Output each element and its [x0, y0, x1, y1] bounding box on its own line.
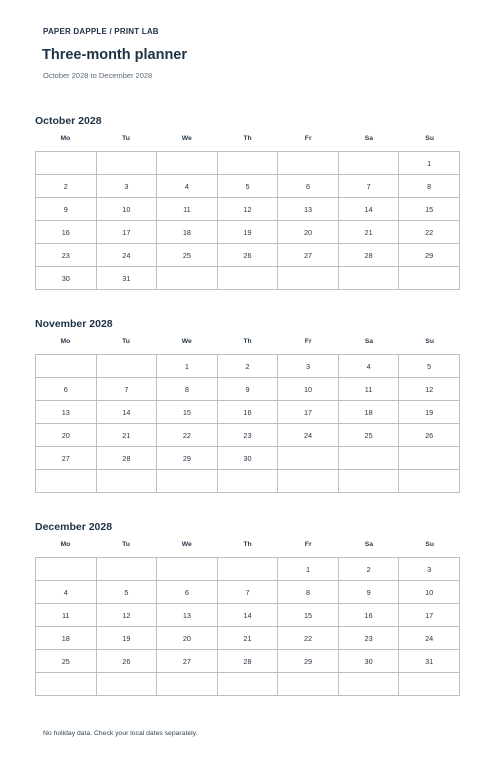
- day-cell: 23: [36, 244, 97, 267]
- month-grid: [35, 151, 460, 290]
- weekday-label: Fr: [304, 541, 312, 548]
- week-row: [36, 401, 460, 424]
- week-row: [36, 378, 460, 401]
- empty-day-cell: [338, 470, 399, 493]
- empty-day-cell: [338, 673, 399, 696]
- weekday-label: Th: [243, 135, 252, 142]
- weekday-label: Th: [243, 541, 252, 548]
- day-cell: 9: [338, 581, 399, 604]
- empty-day-cell: [36, 558, 97, 581]
- day-cell: 2: [36, 175, 97, 198]
- day-cell: 17: [96, 221, 157, 244]
- empty-day-cell: [399, 673, 460, 696]
- day-cell: 24: [96, 244, 157, 267]
- day-cell: 4: [338, 355, 399, 378]
- day-cell: 26: [217, 244, 278, 267]
- empty-day-cell: [217, 558, 278, 581]
- day-cell: 6: [36, 378, 97, 401]
- day-cell: 27: [278, 244, 339, 267]
- week-row: [36, 221, 460, 244]
- empty-day-cell: [157, 267, 218, 290]
- weekday-label: Tu: [122, 338, 130, 345]
- empty-day-cell: [36, 355, 97, 378]
- day-cell: 18: [338, 401, 399, 424]
- empty-day-cell: [36, 152, 97, 175]
- day-cell: 29: [399, 244, 460, 267]
- day-cell: 22: [278, 627, 339, 650]
- day-cell: 25: [36, 650, 97, 673]
- day-cell: 9: [217, 378, 278, 401]
- day-cell: 12: [399, 378, 460, 401]
- weekday-header: [35, 539, 460, 550]
- empty-day-cell: [217, 673, 278, 696]
- day-cell: 19: [217, 221, 278, 244]
- day-cell: 1: [399, 152, 460, 175]
- day-cell: 7: [217, 581, 278, 604]
- weekday-label: Tu: [122, 541, 130, 548]
- day-cell: 14: [96, 401, 157, 424]
- day-cell: 9: [36, 198, 97, 221]
- day-cell: 15: [278, 604, 339, 627]
- month-calendar: [35, 317, 460, 493]
- day-cell: 20: [157, 627, 218, 650]
- weekday-label: Su: [425, 135, 434, 142]
- day-cell: 16: [217, 401, 278, 424]
- day-cell: 1: [157, 355, 218, 378]
- day-cell: 22: [399, 221, 460, 244]
- week-row: [36, 267, 460, 290]
- month-calendar: [35, 520, 460, 696]
- day-cell: 14: [217, 604, 278, 627]
- weekday-header: [35, 336, 460, 347]
- week-row: [36, 244, 460, 267]
- week-row: [36, 424, 460, 447]
- day-cell: 18: [36, 627, 97, 650]
- day-cell: 19: [96, 627, 157, 650]
- empty-day-cell: [278, 673, 339, 696]
- day-cell: 13: [36, 401, 97, 424]
- day-cell: 2: [338, 558, 399, 581]
- weekday-label: Fr: [304, 135, 312, 142]
- day-cell: 19: [399, 401, 460, 424]
- week-row: [36, 604, 460, 627]
- day-cell: 6: [278, 175, 339, 198]
- day-cell: 8: [278, 581, 339, 604]
- weekday-label: Tu: [122, 135, 130, 142]
- empty-day-cell: [278, 470, 339, 493]
- day-cell: 8: [157, 378, 218, 401]
- weekday-label: Sa: [364, 135, 374, 142]
- weekday-label: Mo: [60, 541, 71, 548]
- empty-day-cell: [157, 558, 218, 581]
- day-cell: 16: [338, 604, 399, 627]
- day-cell: 27: [36, 447, 97, 470]
- week-row: [36, 581, 460, 604]
- week-row: [36, 673, 460, 696]
- weekday-label: Su: [425, 541, 434, 548]
- month-title: October 2028: [35, 115, 102, 127]
- day-cell: 26: [96, 650, 157, 673]
- empty-day-cell: [217, 470, 278, 493]
- weekday-label: Su: [425, 338, 434, 345]
- date-range-subtitle: October 2028 to December 2028: [43, 71, 153, 80]
- empty-day-cell: [338, 447, 399, 470]
- day-cell: 21: [96, 424, 157, 447]
- day-cell: 30: [338, 650, 399, 673]
- day-cell: 5: [96, 581, 157, 604]
- empty-day-cell: [399, 267, 460, 290]
- day-cell: 29: [278, 650, 339, 673]
- week-row: [36, 470, 460, 493]
- month-grid: [35, 354, 460, 493]
- day-cell: 11: [157, 198, 218, 221]
- week-row: [36, 558, 460, 581]
- page-title: Three-month planner: [42, 47, 188, 63]
- day-cell: 13: [157, 604, 218, 627]
- day-cell: 13: [278, 198, 339, 221]
- day-cell: 10: [278, 378, 339, 401]
- day-cell: 10: [96, 198, 157, 221]
- day-cell: 5: [399, 355, 460, 378]
- day-cell: 15: [157, 401, 218, 424]
- day-cell: 21: [338, 221, 399, 244]
- day-cell: 28: [338, 244, 399, 267]
- empty-day-cell: [96, 673, 157, 696]
- week-row: [36, 198, 460, 221]
- day-cell: 20: [36, 424, 97, 447]
- day-cell: 23: [338, 627, 399, 650]
- empty-day-cell: [278, 152, 339, 175]
- weekday-header: [35, 133, 460, 144]
- day-cell: 11: [338, 378, 399, 401]
- week-row: [36, 152, 460, 175]
- day-cell: 17: [278, 401, 339, 424]
- day-cell: 22: [157, 424, 218, 447]
- weekday-label: Th: [243, 338, 252, 345]
- month-title: December 2028: [35, 521, 113, 533]
- weekday-label: Fr: [304, 338, 312, 345]
- day-cell: 2: [217, 355, 278, 378]
- day-cell: 20: [278, 221, 339, 244]
- day-cell: 6: [157, 581, 218, 604]
- empty-day-cell: [399, 470, 460, 493]
- empty-day-cell: [96, 470, 157, 493]
- day-cell: 26: [399, 424, 460, 447]
- empty-day-cell: [157, 673, 218, 696]
- weekday-label: Mo: [60, 338, 71, 345]
- empty-day-cell: [217, 267, 278, 290]
- empty-day-cell: [157, 470, 218, 493]
- day-cell: 4: [36, 581, 97, 604]
- day-cell: 31: [96, 267, 157, 290]
- day-cell: 15: [399, 198, 460, 221]
- empty-day-cell: [157, 152, 218, 175]
- empty-day-cell: [217, 152, 278, 175]
- weekday-label: Mo: [60, 135, 71, 142]
- week-row: [36, 175, 460, 198]
- weekday-label: We: [181, 135, 192, 142]
- month-title: November 2028: [35, 318, 113, 330]
- empty-day-cell: [278, 447, 339, 470]
- weekday-label: We: [181, 541, 192, 548]
- day-cell: 24: [399, 627, 460, 650]
- day-cell: 25: [157, 244, 218, 267]
- day-cell: 17: [399, 604, 460, 627]
- day-cell: 27: [157, 650, 218, 673]
- day-cell: 29: [157, 447, 218, 470]
- week-row: [36, 447, 460, 470]
- day-cell: 7: [338, 175, 399, 198]
- empty-day-cell: [338, 152, 399, 175]
- day-cell: 12: [217, 198, 278, 221]
- day-cell: 25: [338, 424, 399, 447]
- day-cell: 11: [36, 604, 97, 627]
- empty-day-cell: [96, 152, 157, 175]
- day-cell: 12: [96, 604, 157, 627]
- empty-day-cell: [96, 355, 157, 378]
- day-cell: 14: [338, 198, 399, 221]
- day-cell: 10: [399, 581, 460, 604]
- day-cell: 3: [399, 558, 460, 581]
- day-cell: 3: [278, 355, 339, 378]
- day-cell: 8: [399, 175, 460, 198]
- day-cell: 3: [96, 175, 157, 198]
- week-row: [36, 627, 460, 650]
- day-cell: 16: [36, 221, 97, 244]
- day-cell: 21: [217, 627, 278, 650]
- week-row: [36, 650, 460, 673]
- weekday-label: We: [181, 338, 192, 345]
- empty-day-cell: [399, 447, 460, 470]
- day-cell: 24: [278, 424, 339, 447]
- empty-day-cell: [36, 673, 97, 696]
- empty-day-cell: [278, 267, 339, 290]
- brand-label: PAPER DAPPLE / PRINT LAB: [43, 27, 159, 36]
- day-cell: 18: [157, 221, 218, 244]
- weekday-label: Sa: [364, 541, 374, 548]
- week-row: [36, 355, 460, 378]
- day-cell: 31: [399, 650, 460, 673]
- day-cell: 28: [96, 447, 157, 470]
- empty-day-cell: [338, 267, 399, 290]
- day-cell: 30: [217, 447, 278, 470]
- day-cell: 4: [157, 175, 218, 198]
- day-cell: 28: [217, 650, 278, 673]
- weekday-label: Sa: [364, 338, 374, 345]
- month-calendar: [35, 114, 460, 290]
- month-grid: [35, 557, 460, 696]
- empty-day-cell: [96, 558, 157, 581]
- day-cell: 7: [96, 378, 157, 401]
- day-cell: 1: [278, 558, 339, 581]
- day-cell: 23: [217, 424, 278, 447]
- empty-day-cell: [36, 470, 97, 493]
- footer-note: No holiday data. Check your local dates separately.: [43, 730, 198, 737]
- day-cell: 30: [36, 267, 97, 290]
- day-cell: 5: [217, 175, 278, 198]
